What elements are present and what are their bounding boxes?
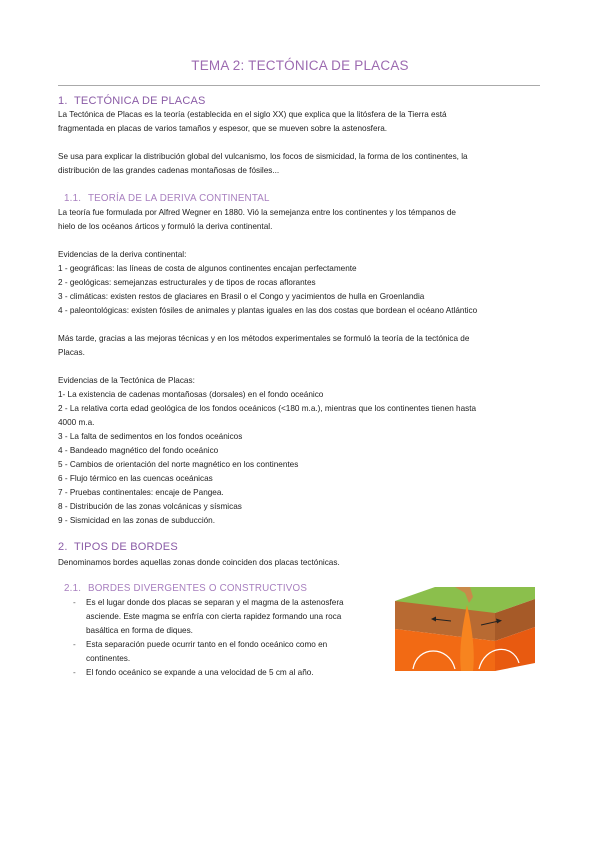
evidence-item: 3 - climáticas: existen restos de glaciares en Brasil o el Congo y yacimientos de hulla en Groenlandia (58, 292, 425, 301)
paragraph-line: Placas. (58, 348, 85, 357)
subsection-1-1-number: 1.1. (64, 193, 82, 204)
bullet-marker: - (73, 640, 76, 649)
bullet-text-line: basáltica en forma de diques. (86, 626, 193, 635)
paragraph-line: La Tectónica de Placas es la teoría (establecida en el siglo XX) que explica que la litósfera de la Tierra está (58, 110, 447, 119)
plates-evidence-item: 6 - Flujo térmico en las cuencas oceánicas (58, 474, 213, 483)
plates-evidence-item: 5 - Cambios de orientación del norte magnético en los continentes (58, 460, 299, 469)
subsection-2-1-title: BORDES DIVERGENTES O CONSTRUCTIVOS (88, 583, 308, 594)
paragraph-line: Más tarde, gracias a las mejoras técnicas y en los métodos experimentales se formuló la teoría de la tectónica de (58, 334, 470, 343)
plates-evidence-item: 3 - La falta de sedimentos en los fondos oceánicos (58, 432, 243, 441)
subsection-2-1-heading (64, 583, 307, 594)
plates-evidence-item: 1- La existencia de cadenas montañosas (dorsales) en el fondo oceánico (58, 390, 324, 399)
paragraph-line: La teoría fue formulada por Alfred Wegner en 1880. Vió la semejanza entre los continentes y los témpanos de (58, 208, 456, 217)
section-2-heading (58, 541, 178, 553)
subsection-1-1-heading (64, 193, 270, 204)
title-divider (58, 85, 540, 86)
divergent-boundary-diagram (395, 583, 535, 675)
plates-evidence-item: 4000 m.a. (58, 418, 95, 427)
plates-evidence-item: 8 - Distribución de las zonas volcánicas y sísmicas (58, 502, 242, 511)
subsection-2-1-number: 2.1. (64, 583, 82, 594)
plates-evidence-title: Evidencias de la Tectónica de Placas: (58, 376, 195, 385)
bullet-text-line: Esta separación puede ocurrir tanto en el fondo oceánico como en (86, 640, 328, 649)
section-1-title: TECTÓNICA DE PLACAS (74, 95, 206, 107)
section-2-number: 2. (58, 541, 68, 553)
plates-evidence-item: 9 - Sismicidad en las zonas de subducción. (58, 516, 216, 525)
paragraph-line: fragmentada en placas de varios tamaños y espesor, que se mueven sobre la astenosfera. (58, 124, 388, 133)
evidence-title: Evidencias de la deriva continental: (58, 250, 187, 259)
section-1-number: 1. (58, 95, 68, 107)
plates-evidence-item: 2 - La relativa corta edad geológica de los fondos oceánicos (<180 m.a.), mientras que los continentes tienen hasta (58, 404, 477, 413)
bullet-marker: - (73, 598, 76, 607)
evidence-item: 1 - geográficas: las líneas de costa de algunos continentes encajan perfectamente (58, 264, 357, 273)
section-2-intro: Denominamos bordes aquellas zonas donde coinciden dos placas tectónicas. (58, 558, 340, 567)
section-2-title: TIPOS DE BORDES (74, 541, 178, 553)
bullet-text-line: El fondo oceánico se expande a una velocidad de 5 cm al año. (86, 668, 314, 677)
bullet-text-line: asciende. Este magma se enfría con cierta rapidez formando una roca (86, 612, 342, 621)
paragraph-line: hielo de los océanos árticos y formuló la deriva continental. (58, 222, 273, 231)
evidence-item: 4 - paleontológicas: existen fósiles de animales y plantas iguales en las dos costas que bordean el océano Atlántico (58, 306, 478, 315)
bullet-text-line: continentes. (86, 654, 131, 663)
bullet-marker: - (73, 668, 76, 677)
subsection-1-1-title: TEORÍA DE LA DERIVA CONTINENTAL (88, 193, 270, 204)
document-title: TEMA 2: TECTÓNICA DE PLACAS (191, 58, 409, 73)
plates-evidence-item: 7 - Pruebas continentales: encaje de Pangea. (58, 488, 224, 497)
bullet-text-line: Es el lugar donde dos placas se separan y el magma de la astenosfera (86, 598, 344, 607)
paragraph-line: distribución de las grandes cadenas montañosas de fósiles... (58, 166, 280, 175)
plates-evidence-item: 4 - Bandeado magnético del fondo oceánico (58, 446, 219, 455)
evidence-item: 2 - geológicas: semejanzas estructurales y de tipos de rocas aflorantes (58, 278, 316, 287)
section-1-heading (58, 95, 206, 107)
paragraph-line: Se usa para explicar la distribución global del vulcanismo, los focos de sismicidad, la forma de los continentes, la (58, 152, 468, 161)
